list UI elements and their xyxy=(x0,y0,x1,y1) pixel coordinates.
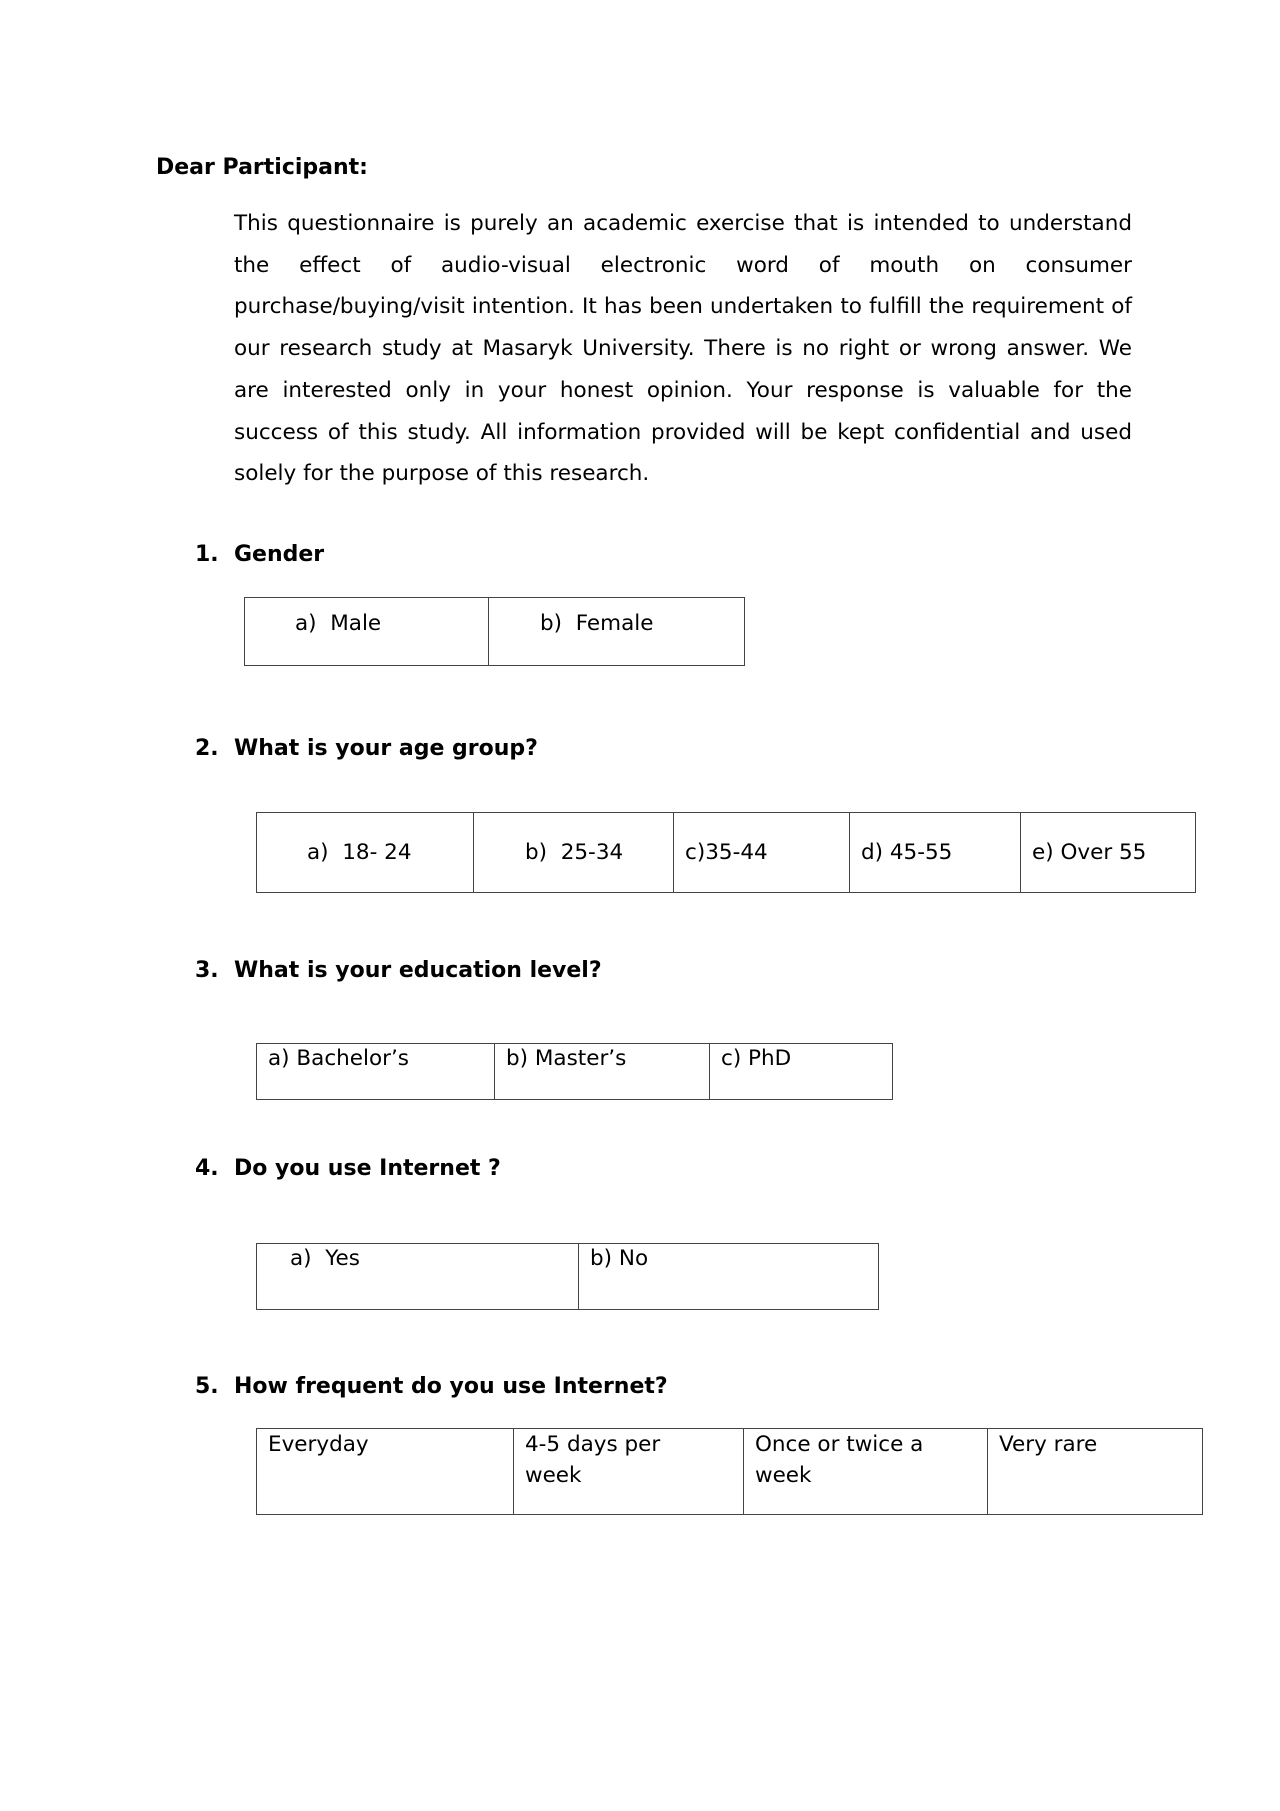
gender-options xyxy=(244,597,745,666)
option-label: b) 25-34 xyxy=(525,840,624,865)
education-options xyxy=(256,1043,893,1100)
option-label: a) Bachelor’s xyxy=(268,1046,409,1071)
option-label: Once or twice a week xyxy=(755,1432,924,1488)
intro-paragraph: This questionnaire is purely an academic exercise that is intended to understand the effect of audio-visual electronic word of mouth on consumer purchase/buying/visit intention. It has been undertaken to fulfill the requirement of our research study at Masaryk University. There is no right or wrong answer. We are interested only in your honest opinion. Your response is valuable for the success of this study. All information provided will be kept confidential and used solely for the purpose of this research. xyxy=(234,211,1132,487)
option-35-44[interactable] xyxy=(674,813,850,892)
option-once-twice-week[interactable] xyxy=(744,1429,988,1514)
question-number: 2. xyxy=(195,736,219,761)
question-number: 1. xyxy=(195,542,219,567)
option-label: c)35-44 xyxy=(685,840,768,865)
option-label: Very rare xyxy=(999,1432,1098,1457)
question-number: 5. xyxy=(195,1374,219,1399)
question-text: How frequent do you use Internet? xyxy=(234,1374,668,1399)
internet-use-options xyxy=(256,1243,879,1310)
greeting: Dear Participant: xyxy=(156,155,368,180)
age-options xyxy=(256,812,1196,893)
option-label: c) PhD xyxy=(721,1046,792,1071)
option-18-24[interactable] xyxy=(257,813,474,892)
option-45-55[interactable] xyxy=(850,813,1021,892)
option-label: a) Male xyxy=(295,611,382,636)
option-label: b) Female xyxy=(540,611,654,636)
option-label: a) 18- 24 xyxy=(307,840,412,865)
option-label: a) Yes xyxy=(290,1246,360,1271)
option-everyday[interactable] xyxy=(257,1429,514,1514)
internet-frequency-options xyxy=(256,1428,1203,1515)
option-label: 4-5 days per week xyxy=(525,1432,661,1488)
question-text: What is your education level? xyxy=(234,958,602,983)
option-phd[interactable] xyxy=(710,1044,892,1099)
option-label: b) Master’s xyxy=(506,1046,627,1071)
option-very-rare[interactable] xyxy=(988,1429,1202,1514)
option-label: d) 45-55 xyxy=(861,840,953,865)
option-bachelors[interactable] xyxy=(257,1044,495,1099)
option-25-34[interactable] xyxy=(474,813,674,892)
option-no[interactable] xyxy=(579,1244,878,1309)
option-female[interactable] xyxy=(489,598,744,665)
question-text: Do you use Internet ? xyxy=(234,1156,501,1181)
option-over-55[interactable] xyxy=(1021,813,1195,892)
question-number: 3. xyxy=(195,958,219,983)
option-masters[interactable] xyxy=(495,1044,710,1099)
question-number: 4. xyxy=(195,1156,219,1181)
question-text: Gender xyxy=(234,542,325,567)
option-4-5-days[interactable] xyxy=(514,1429,744,1514)
option-label: Everyday xyxy=(268,1432,369,1457)
option-label: b) No xyxy=(590,1246,649,1271)
option-label: e) Over 55 xyxy=(1032,840,1147,865)
option-yes[interactable] xyxy=(257,1244,579,1309)
option-male[interactable] xyxy=(245,598,489,665)
question-text: What is your age group? xyxy=(234,736,538,761)
